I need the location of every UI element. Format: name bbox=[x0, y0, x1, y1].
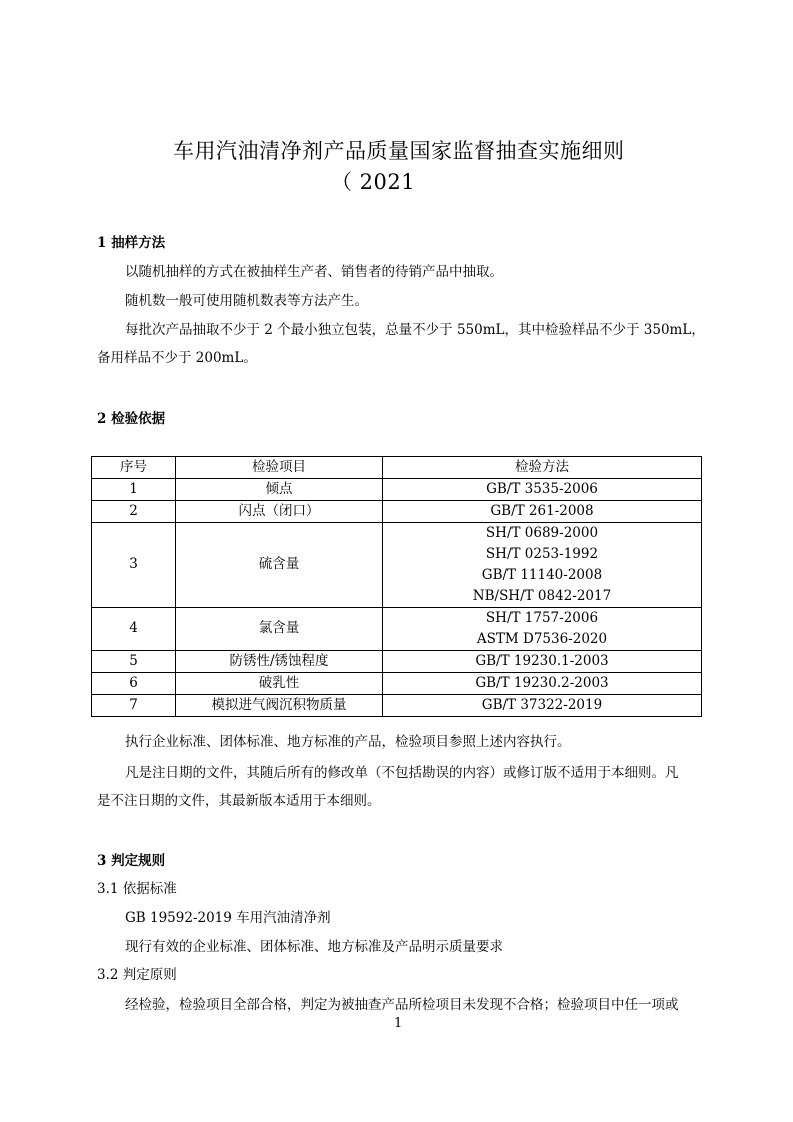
row-methods bbox=[383, 607, 702, 650]
section-2-paragraph-2-line-1: 凡是注日期的文件，其随后所有的修改单（不包括勘误的内容）或修订版不适用于本细则。凡 bbox=[125, 765, 679, 781]
row-methods bbox=[383, 478, 702, 500]
row-methods bbox=[383, 500, 702, 522]
row-item: 闪点（闭口） bbox=[176, 500, 383, 522]
table-row bbox=[92, 478, 702, 500]
section-1-paragraph-3-line-2: 备用样品不少于 200mL。 bbox=[97, 350, 257, 366]
row-no: 4 bbox=[92, 607, 176, 650]
section-2-paragraph-1: 执行企业标准、团体标准、地方标准的产品，检验项目参照上述内容执行。 bbox=[125, 734, 571, 750]
row-methods bbox=[383, 522, 702, 607]
page-subtitle: （ 2021 bbox=[331, 170, 416, 194]
page-title: 车用汽油清净剂产品质量国家监督抽查实施细则 bbox=[173, 139, 625, 163]
section-2-paragraph-2-line-2: 是不注日期的文件，其最新版本适用于本细则。 bbox=[97, 793, 381, 809]
header-method: 检验方法 bbox=[383, 457, 702, 479]
row-no: 6 bbox=[92, 672, 176, 694]
section-3-1-heading: 3.1 依据标准 bbox=[97, 881, 177, 897]
method: SH/T 0689-2000 bbox=[485, 524, 599, 541]
row-no: 3 bbox=[92, 522, 176, 607]
method: GB/T 3535-2006 bbox=[486, 480, 598, 497]
row-no: 2 bbox=[92, 500, 176, 522]
section-1-paragraph-1: 以随机抽样的方式在被抽样生产者、销售者的待销产品中抽取。 bbox=[125, 264, 503, 280]
row-no: 5 bbox=[92, 650, 176, 672]
row-no: 7 bbox=[92, 694, 176, 716]
table-row bbox=[92, 607, 702, 650]
section-1-heading: 1 抽样方法 bbox=[97, 235, 166, 251]
method: GB/T 19230.2-2003 bbox=[475, 674, 609, 691]
row-item: 倾点 bbox=[176, 478, 383, 500]
section-1-paragraph-2: 随机数一般可使用随机数表等方法产生。 bbox=[125, 293, 368, 309]
table-row bbox=[92, 672, 702, 694]
table-header-row bbox=[92, 457, 702, 479]
method: SH/T 1757-2006 bbox=[485, 609, 599, 626]
row-item: 防锈性/锈蚀程度 bbox=[176, 650, 383, 672]
section-3-2-paragraph-1: 经检验，检验项目全部合格，判定为被抽查产品所检项目未发现不合格；检验项目中任一项或 bbox=[125, 997, 679, 1013]
row-item: 氯含量 bbox=[176, 607, 383, 650]
header-no: 序号 bbox=[92, 457, 176, 479]
row-methods bbox=[383, 694, 702, 716]
table-row bbox=[92, 694, 702, 716]
method: SH/T 0253-1992 bbox=[485, 545, 599, 562]
row-methods bbox=[383, 672, 702, 694]
section-3-2-heading: 3.2 判定原则 bbox=[97, 967, 177, 983]
table-row bbox=[92, 650, 702, 672]
method: GB/T 37322-2019 bbox=[481, 696, 603, 713]
section-3-1-paragraph-1: GB 19592-2019 车用汽油清净剂 bbox=[125, 910, 331, 926]
row-item: 模拟进气阀沉积物质量 bbox=[176, 694, 383, 716]
table-row bbox=[92, 522, 702, 607]
row-item: 硫含量 bbox=[176, 522, 383, 607]
table-row bbox=[92, 500, 702, 522]
page-number: 1 bbox=[394, 1016, 403, 1031]
method: NB/SH/T 0842-2017 bbox=[472, 587, 612, 604]
inspection-table bbox=[91, 456, 702, 717]
row-item: 破乳性 bbox=[176, 672, 383, 694]
method: GB/T 19230.1-2003 bbox=[475, 652, 609, 669]
section-3-heading: 3 判定规则 bbox=[97, 853, 166, 869]
section-3-1-paragraph-2: 现行有效的企业标准、团体标准、地方标准及产品明示质量要求 bbox=[125, 939, 503, 955]
header-item: 检验项目 bbox=[176, 457, 383, 479]
method: ASTM D7536-2020 bbox=[476, 630, 608, 647]
row-methods bbox=[383, 650, 702, 672]
method: GB/T 261-2008 bbox=[490, 502, 594, 519]
section-2-heading: 2 检验依据 bbox=[97, 411, 166, 427]
section-1-paragraph-3-line-1: 每批次产品抽取不少于 2 个最小独立包装，总量不少于 550mL，其中检验样品不少于 350mL， bbox=[125, 322, 705, 338]
row-no: 1 bbox=[92, 478, 176, 500]
method: GB/T 11140-2008 bbox=[481, 566, 603, 583]
